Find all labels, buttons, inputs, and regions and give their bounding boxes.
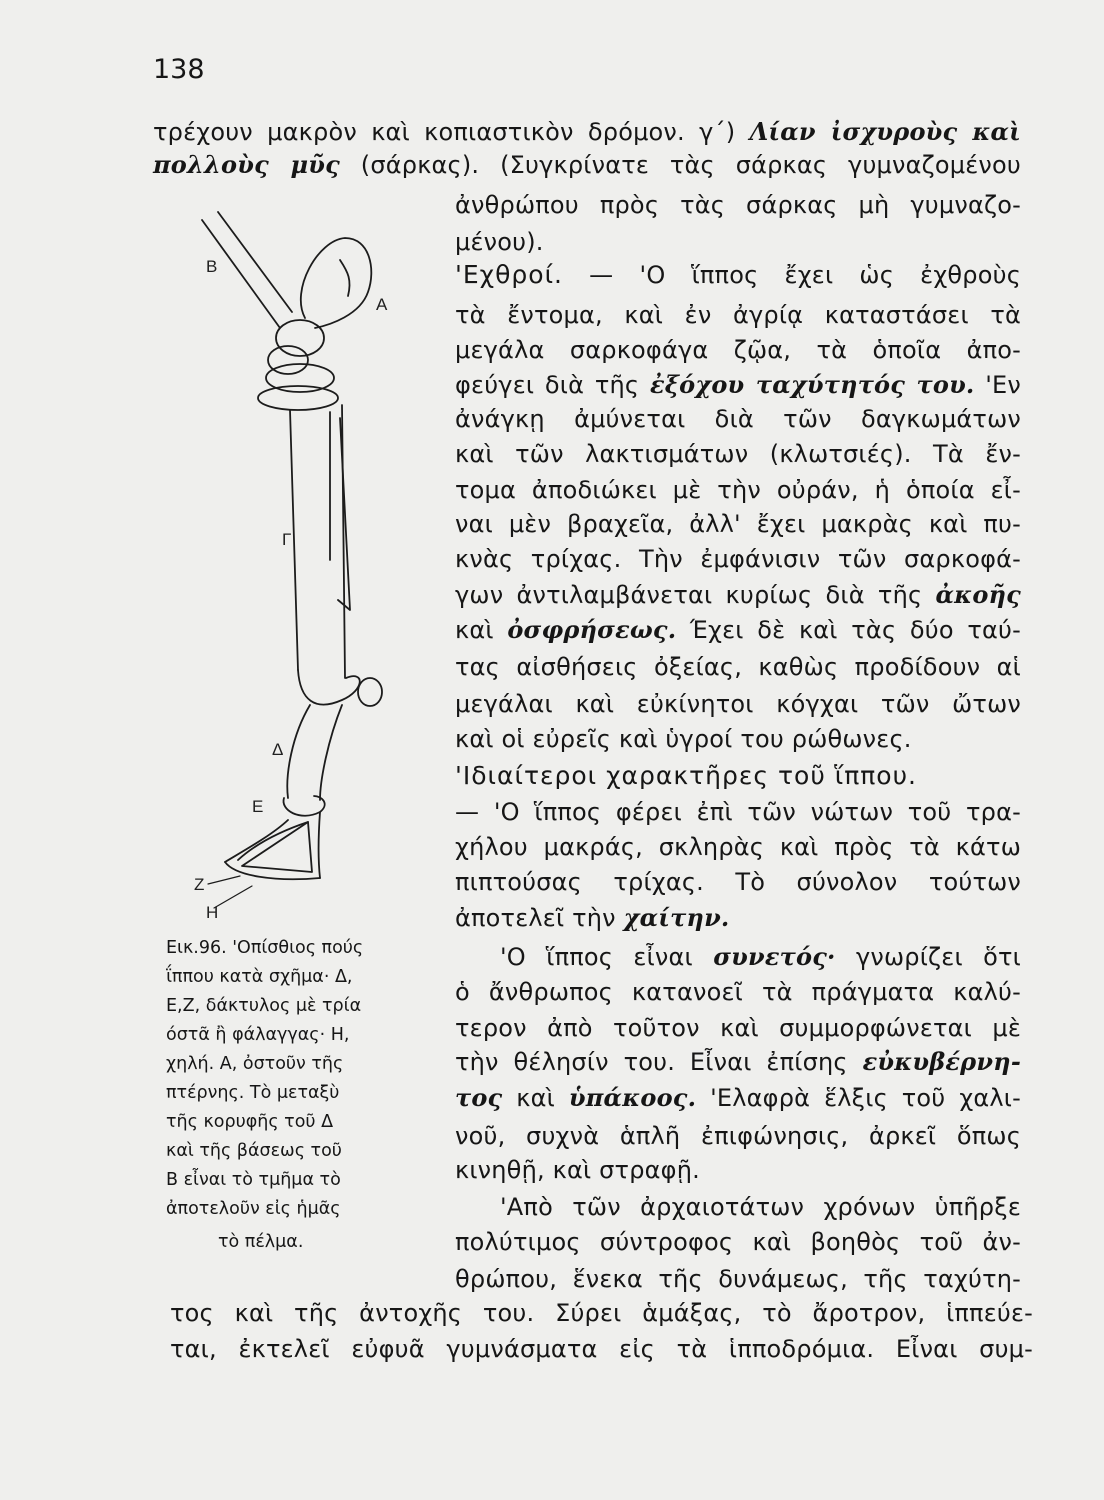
text-line: κινηθῇ, καὶ στραφῇ. [455, 1156, 700, 1184]
text-line: καὶ οἱ εὐρεῖς καὶ ὑγροί του ρώθωνες. [455, 725, 912, 753]
text-line: τὴν θέλησίν του. Εἶναι ἐπίσης εὐκυβέρνη- [455, 1047, 1021, 1076]
figure-caption-line: ΐππου κατὰ σχῆμα· Δ, [166, 967, 353, 987]
figure-caption-line: τὸ πέλμα. [218, 1232, 304, 1252]
text-line: τρέχουν μακρὸν καὶ κοπιαστικὸν δρόμον. γ΄) Λίαν ἰσχυροὺς καὶ [153, 117, 1021, 146]
text-line: 'Ο ἵππος εἶναι συνετός· γνωρίζει ὅτι [500, 942, 1021, 971]
text-line: 'Εχθροί. — 'Ο ἵππος ἔχει ὡς ἐχθροὺς [455, 260, 1021, 289]
text-line: πιπτούσας τρίχας. Τὸ σύνολον τούτων [455, 868, 1021, 896]
leg-skeleton-drawing [180, 200, 430, 920]
text-line [455, 763, 917, 788]
figure-caption-line: Ε,Ζ, δάκτυλος μὲ τρία [166, 996, 362, 1016]
emphasis: πολλοὺς μῦς [153, 150, 340, 179]
emphasis: ὀσφρήσεως. [507, 615, 677, 644]
text-line: πολύτιμος σύντροφος καὶ βοηθὸς τοῦ ἀν- [455, 1228, 1021, 1256]
label-d: Δ [272, 740, 284, 759]
text-line: καὶ τῶν λακτισμάτων (κλωτσιές). Τὰ ἔν- [455, 440, 1021, 468]
text-line: τομα ἀποδιώκει μὲ τὴν οὐράν, ἡ ὁποία εἶ- [455, 476, 1021, 504]
label-b: Β [206, 257, 218, 276]
figure-caption-line: τῆς κορυφῆς τοῦ Δ [166, 1112, 334, 1132]
text-line: τος καὶ τῆς ἀντοχῆς του. Σύρει ἁμάξας, τὸ ἄροτρον, ἱππεύε- [170, 1299, 1033, 1327]
emphasis: Λίαν ἰσχυροὺς καὶ [749, 117, 1021, 146]
text-line: τὰ ἔντομα, καὶ ἐν ἀγρίᾳ καταστάσει τὰ [455, 301, 1021, 329]
text-line: νοῦ, συχνὰ ἁπλῆ ἐπιφώνησις, ἀρκεῖ ὅπως [455, 1122, 1021, 1150]
text-line: ἀνάγκῃ ἀμύνεται διὰ τῶν δαγκωμάτων [455, 405, 1021, 433]
text-line: ναι μὲν βραχεῖα, ἀλλ' ἔχει μακρὰς καὶ πυ- [455, 510, 1021, 538]
figure-caption-line: πτέρνης. Τὸ μεταξὺ [166, 1083, 340, 1103]
text-line: φεύγει διὰ τῆς ἐξόχου ταχύτητός του. 'Εν [455, 370, 1021, 399]
text-line: ἀνθρώπου πρὸς τὰς σάρκας μὴ γυμναζο- [455, 191, 1021, 219]
figure-caption-line: Εικ.96. 'Οπίσθιος πούς [166, 938, 364, 958]
emphasis: ὑπάκοος. [568, 1083, 697, 1112]
text-line: ὁ ἄνθρωπος κατανοεῖ τὰ πράγματα καλύ- [455, 978, 1021, 1006]
figure-caption-line: όστᾶ ἢ φάλαγγας· Η, [166, 1025, 350, 1045]
text-line: γων ἀντιλαμβάνεται κυρίως διὰ τῆς ἀκοῆς [455, 580, 1021, 609]
text-line: τας αἰσθήσεις ὀξείας, καθὼς προδίδουν αἱ [455, 653, 1021, 681]
label-z: Ζ [194, 875, 205, 894]
text-line: μεγάλα σαρκοφάγα ζῷα, τὰ ὁποῖα ἀπο- [455, 336, 1021, 364]
label-g: Γ [282, 530, 292, 549]
text-line: 'Απὸ τῶν ἀρχαιοτάτων χρόνων ὑπῆρξε [500, 1193, 1021, 1221]
text-line: τος καὶ ὑπάκοος. 'Ελαφρὰ ἕλξις τοῦ χαλι- [455, 1083, 1021, 1112]
emphasis: συνετός· [713, 942, 836, 971]
page-number: 138 [153, 54, 205, 85]
figure-caption-line: χηλή. Α, ὀστοῦν τῆς [166, 1054, 344, 1074]
label-h: Η [206, 903, 219, 920]
text-line: — 'Ο ἵππος φέρει ἐπὶ τῶν νώτων τοῦ τρα- [455, 798, 1021, 826]
text-line: τερον ἀπὸ τοῦτον καὶ συμμορφώνεται μὲ [455, 1014, 1021, 1042]
figure-caption-line: ἀποτελοῦν εἰς ἡμᾶς [166, 1199, 341, 1219]
text-line: πολλοὺς μῦς (σάρκας). (Συγκρίνατε τὰς σάρκας γυμναζομένου [153, 150, 1021, 179]
emphasis: ἀκοῆς [935, 580, 1021, 609]
emphasis: εὐκυβέρνη- [862, 1047, 1021, 1076]
emphasis: τος [455, 1083, 503, 1112]
emphasis: ἐξόχου ταχύτητός του. [649, 370, 975, 399]
text-line: μένου). [455, 228, 544, 256]
text-line: ἀποτελεῖ τὴν χαίτην. [455, 903, 730, 932]
text-line: θρώπου, ἕνεκα τῆς δυνάμεως, τῆς ταχύτη- [455, 1265, 1021, 1293]
emphasis: χαίτην. [623, 903, 730, 932]
text-line: κνὰς τρίχας. Τὴν ἐμφάνισιν τῶν σαρκοφά- [455, 545, 1021, 573]
figure-caption-line: καὶ τῆς βάσεως τοῦ [166, 1141, 342, 1161]
horse-hind-leg-figure [180, 200, 430, 920]
section-heading: 'Ιδιαίτεροι χαρακτῆρες τοῦ ἵππου. [455, 761, 918, 790]
text-line: μεγάλαι καὶ εὐκίνητοι κόγχαι τῶν ὤτων [455, 690, 1021, 718]
label-e: Ε [252, 797, 264, 816]
text-line: χήλου μακράς, σκληρὰς καὶ πρὸς τὰ κάτω [455, 833, 1021, 861]
figure-caption-line: Β εἶναι τὸ τμῆμα τὸ [166, 1170, 341, 1190]
text-line: ται, ἐκτελεῖ εὐφυᾶ γυμνάσματα εἰς τὰ ἱπποδρόμια. Εἶναι συμ- [170, 1335, 1033, 1363]
section-heading: 'Εχθροί. [455, 260, 563, 289]
text-line: καὶ ὀσφρήσεως. Έχει δὲ καὶ τὰς δύο ταύ- [455, 615, 1022, 644]
label-a: Α [376, 295, 388, 314]
